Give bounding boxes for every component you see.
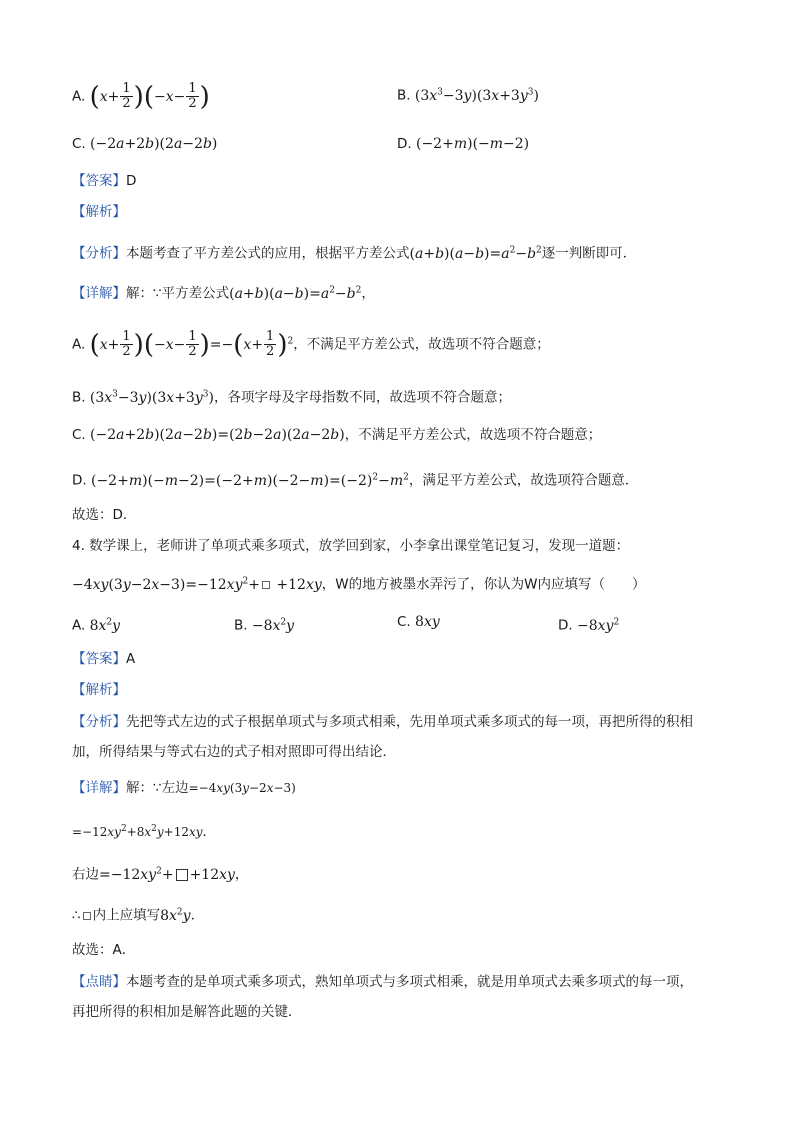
q4-analysis-tag xyxy=(72,680,126,700)
q3-analysis-tag xyxy=(72,202,126,222)
explain-note: ，不满足平方差公式，故选项不符合题意； xyxy=(344,427,602,443)
q4-fenxi-1 xyxy=(72,712,693,732)
math-expression: (−2+m)(−m−2) xyxy=(415,136,530,152)
stem-text: ，W的地方被墨水弄污了，你认为W内应填写（ ） xyxy=(321,576,646,593)
q3-explain-b xyxy=(72,384,511,408)
dianjing-text: 本题考查的是单项式乘多项式，熟知单项式与多项式相乘，就是用单项式去乘多项式的每一项， xyxy=(126,974,693,990)
q4-option-a xyxy=(72,612,120,636)
math-expression: $-8xy^2$ xyxy=(576,617,620,634)
option-label: C. xyxy=(397,614,411,630)
math-expression: (x+ $\frac{1}{2}$ )(−x− $\frac{1}{2}$ )=−(x+ $\frac{1}{2}$ )$^2$ xyxy=(89,329,294,360)
q3-option-d xyxy=(397,134,529,154)
q3-xiangjie: 【详解】解：∵平方差公式$(a+b)(a-b)=a^2-b^2$， xyxy=(72,285,375,302)
math-expression: 8xy xyxy=(415,614,440,630)
q4-option-d xyxy=(558,612,619,636)
option-label: D. xyxy=(72,472,87,489)
dianjing-tag: 【点睛】 xyxy=(72,974,126,990)
option-label: A. xyxy=(72,617,86,634)
explain-note: ，不满足平方差公式，故选项不符合题意； xyxy=(293,336,550,353)
option-label: B. xyxy=(397,87,411,104)
analysis-tag: 【解析】 xyxy=(72,204,126,220)
q3-option-b xyxy=(397,82,539,106)
answer-value: D xyxy=(126,173,137,189)
q4-fenxi-2: 加，所得结果与等式右边的式子相对照即可得出结论． xyxy=(72,744,396,760)
option-label: A. xyxy=(72,336,86,353)
option-label: D. xyxy=(397,136,412,152)
q4-therefore: ∴ 内上应填写$8x^2y$． xyxy=(72,907,205,924)
option-label: B. xyxy=(72,389,86,406)
q3-option-c xyxy=(72,134,217,154)
blank-box-icon xyxy=(83,912,91,920)
math-expression: $-4xy(3y-2x-3)=-12xy^2+ +12xy$ xyxy=(72,576,322,593)
math-expression: =−4xy(3y−2x−3) xyxy=(188,781,296,795)
q3-explain-c xyxy=(72,425,601,445)
answer-value: A xyxy=(126,651,136,667)
therefore-text: 内上应填写 xyxy=(92,907,161,924)
fenxi-text: 本题考查了平方差公式的应用，根据平方差公式 xyxy=(126,245,410,262)
option-label: C. xyxy=(72,136,86,152)
math-expression: (−2a+2b)(2a−2b) xyxy=(90,136,218,152)
math-expression: $-8x^2y$ xyxy=(251,617,295,634)
q4-option-c xyxy=(397,612,440,632)
math-expression: $=-12xy^2+ +12xy$ xyxy=(99,866,235,883)
xiangjie-tag: 【详解】 xyxy=(72,780,126,796)
q3-option-a xyxy=(72,82,210,111)
math-expression: $8x^2y$ xyxy=(160,907,191,924)
explain-note: ，满足平方差公式，故选项符合题意． xyxy=(408,472,639,489)
xiangjie-tag: 【详解】 xyxy=(72,285,126,302)
math-expression: $(3x^3-3y)(3x+3y^3)$ xyxy=(414,87,539,104)
fenxi-tag: 【分析】 xyxy=(72,245,126,262)
answer-tag: 【答案】 xyxy=(72,173,126,189)
q4-stem: 4. 数学课上，老师讲了单项式乘多项式，放学回到家，小李拿出课堂笔记复习，发现一道题： xyxy=(72,538,630,554)
fenxi-text: 逐一判断即可． xyxy=(541,245,637,262)
option-label: B. xyxy=(234,617,248,634)
fenxi-text: 先把等式左边的式子根据单项式与多项式相乘，先用单项式乘多项式的每一项，再把所得的积相 xyxy=(126,714,693,730)
option-label: A. xyxy=(72,88,86,105)
q4-dianjing-1 xyxy=(72,972,693,992)
q4-conclusion: 故选：A． xyxy=(72,942,136,958)
analysis-tag: 【解析】 xyxy=(72,682,126,698)
q4-equation xyxy=(72,571,645,595)
q4-right-side: 右边$=-12xy^2+ +12xy$， xyxy=(72,866,249,883)
q3-explain-d xyxy=(72,467,638,491)
math-expression: $(3x^3-3y)(3x+3y^3)$ xyxy=(89,389,214,406)
q4-xiangjie xyxy=(72,778,296,798)
option-label: D. xyxy=(558,617,573,634)
q4-dianjing-2: 再把所得的积相加是解答此题的关键． xyxy=(72,1004,302,1020)
math-expression: $(a+b)(a-b)=a^2-b^2$ xyxy=(409,245,542,262)
math-expression: $(a+b)(a-b)=a^2-b^2$ xyxy=(229,285,362,302)
q4-answer xyxy=(72,649,135,669)
q3-answer xyxy=(72,171,136,191)
explain-note: ，各项字母及字母指数不同，故选项不符合题意； xyxy=(213,389,511,406)
blank-box-icon xyxy=(176,869,188,881)
math-expression: (x+ $\frac{1}{2}$ )(−x− $\frac{1}{2}$ ) xyxy=(89,81,210,112)
q4-option-b xyxy=(234,612,294,636)
xiangjie-text: 解：∵平方差公式 xyxy=(126,285,230,302)
math-expression: (−2a+2b)(2a−2b)=(2b−2a)(2a−2b) xyxy=(90,427,345,443)
fenxi-tag: 【分析】 xyxy=(72,714,126,730)
math-expression: $(-2+m)(-m-2)=(-2+m)(-2-m)=(-2)^2-m^2$ xyxy=(90,472,409,489)
xiangjie-text: 解：∵左边 xyxy=(126,780,189,796)
q3-conclusion: 故选：D． xyxy=(72,507,137,523)
therefore-symbol: ∴ xyxy=(72,907,81,924)
q3-explain-a xyxy=(72,330,550,359)
answer-tag: 【答案】 xyxy=(72,651,126,667)
blank-box-icon xyxy=(262,581,270,589)
math-expression: $8x^2y$ xyxy=(89,617,121,634)
q3-fenxi xyxy=(72,240,636,264)
math-expression: $=-12xy^2+8x^2y+12xy$ xyxy=(72,824,203,839)
right-side-label: 右边 xyxy=(72,866,99,883)
q4-step-1: $=-12xy^2+8x^2y+12xy$． xyxy=(72,824,217,840)
option-label: C. xyxy=(72,427,86,443)
